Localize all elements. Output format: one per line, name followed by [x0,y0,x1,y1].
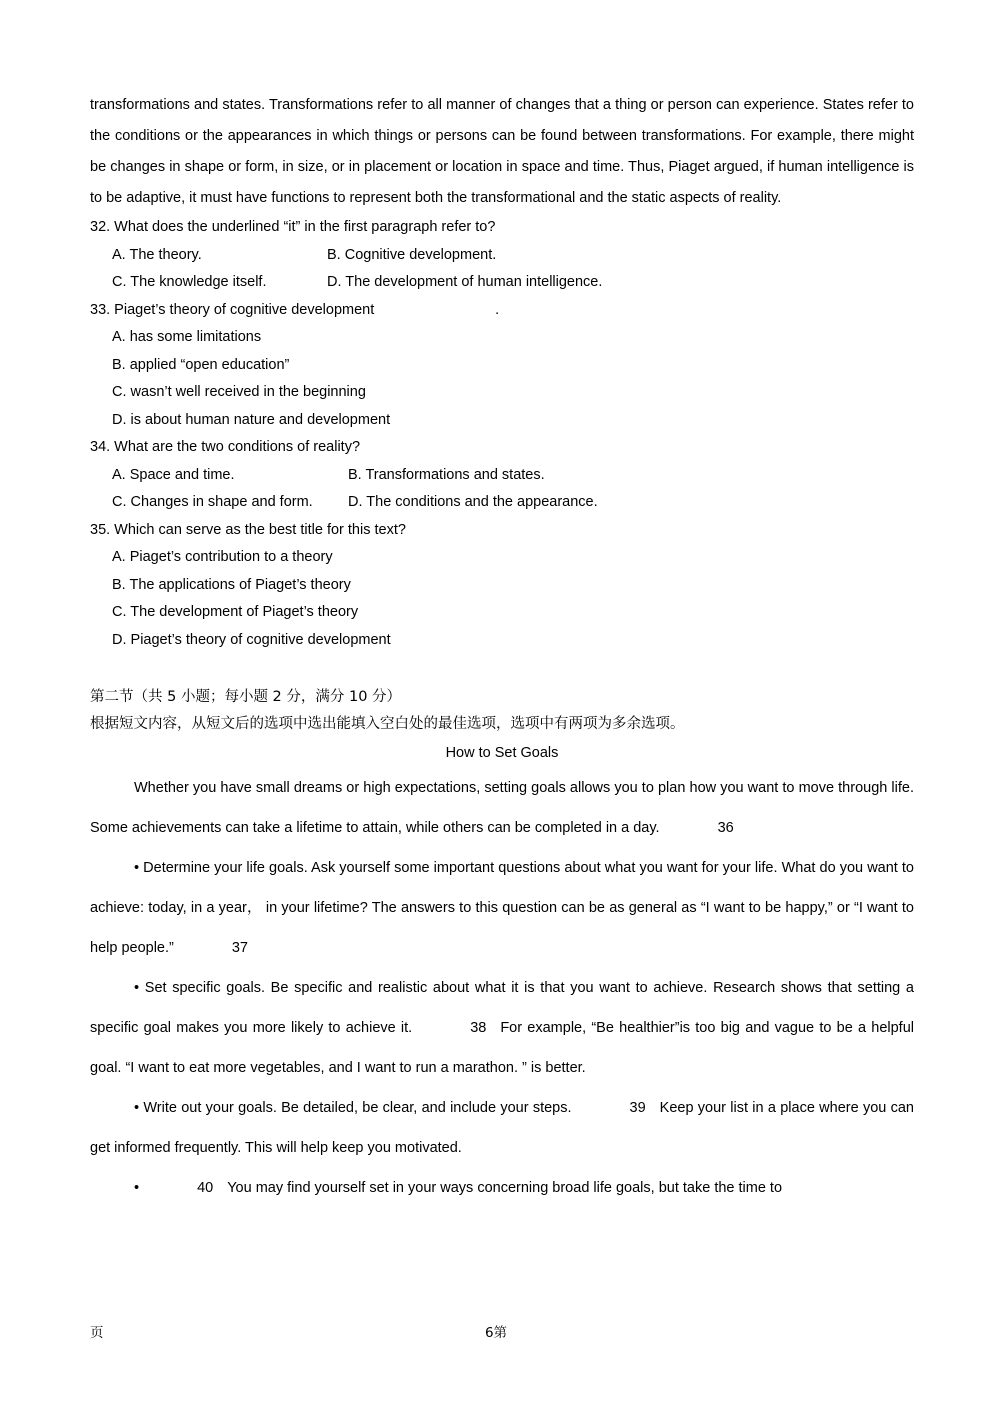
section-instruction: 根据短文内容，从短文后的选项中选出能填入空白处的最佳选项，选项中有两项为多余选项。 [90,716,685,732]
option-b: B. Cognitive development. [327,246,497,263]
passage-paragraph-5 [90,1168,914,1208]
question-33-option-a: A. has some limitations [112,329,262,345]
blank-number-36: 36 [717,820,734,836]
question-35-option-b: B. The applications of Piaget’s theory [112,576,351,593]
question-33-option-d: D. is about human nature and development [112,411,391,428]
passage-paragraph-1 [90,768,914,848]
option-a: A. The theory. [112,246,202,263]
paragraph-text-before: Whether you have small dreams or high expectations, setting goals allows you to plan how you want to move through life. Some achievements can take a lifetime to attain, while others can be completed in a day. [90,780,914,836]
question-32-stem: 32. What does the underlined “it” in the first paragraph refer to? [90,219,496,235]
paragraph-text-before: • Determine your life goals. Ask yourself some important questions about what you want for your life. What do you want to achieve: today, in a year， in your lifetime? The answers to this question can be as general as “I want to be happy,” or “I want to help people.” [90,860,914,956]
question-35-option-c: C. The development of Piaget’s theory [112,604,359,620]
question-33-option-b: B. applied “open education” [112,356,290,373]
section-spacer [90,654,914,684]
blank-number-39: 39 [629,1100,646,1116]
question-34-stem: 34. What are the two conditions of reality? [90,439,361,455]
page-footer [0,1321,992,1341]
page-number: 6第 [484,1325,508,1341]
passage-paragraph-3 [90,968,914,1088]
option-d: D. The development of human intelligence. [327,274,603,290]
question-34-options-row-2 [90,489,914,517]
question-34-options-row-1 [90,462,914,490]
question-32-options-row-2 [90,269,914,297]
question-32-options-row-1 [90,242,914,270]
question-35-option-d: D. Piaget’s theory of cognitive development [112,631,391,648]
question-33-stem: 33. Piaget’s theory of cognitive development . [90,301,500,318]
question-35-option-a: A. Piaget’s contribution to a theory [112,549,333,565]
blank-number-38: 38 [470,1020,487,1036]
paragraph-text-before: • Write out your goals. Be detailed, be clear, and include your steps. [134,1100,572,1116]
footer-left-text: 页 [90,1325,104,1341]
top-paragraph: transformations and states. Transformations refer to all manner of changes that a thing or person can experience. States refer to the conditions or the appearances in which things or persons can be found between transformations. For example, there might be changes in shape or form, in size, or in placement or location in space and time. Thus, Piaget argued, if human intelligence is to be adaptive, it must have functions to represent both the transformational and the static aspects of reality. [90,97,914,206]
option-c: C. Changes in shape and form. [112,494,313,510]
option-a: A. Space and time. [112,466,235,483]
blank-number-40: 40 [197,1180,214,1196]
question-35-stem: 35. Which can serve as the best title for this text? [90,521,406,538]
paragraph-text-before: • [134,1180,140,1196]
passage-paragraph-2 [90,848,914,968]
option-c: C. The knowledge itself. [112,274,267,290]
paragraph-text-after: For example, “Be healthier”is too big and vague to be a helpful goal. “I want to eat more vegetables, and I want to run a marathon. ” is better. [90,1020,914,1076]
paragraph-text-after: You may find yourself set in your ways concerning broad life goals, but take the time to [227,1180,783,1196]
passage-title: How to Set Goals [445,745,559,761]
section-heading: 第二节（共 5 小题；每小题 2 分，满分 10 分） [90,689,402,705]
question-33-option-c: C. wasn’t well received in the beginning [112,384,366,400]
paragraph-text-before: • Set specific goals. Be specific and realistic about what it is that you want to achieve. Research shows that setting a specific goal makes you more likely to achieve it. [90,980,914,1036]
blank-number-37: 37 [231,940,248,956]
option-d: D. The conditions and the appearance. [348,494,598,510]
option-b: B. Transformations and states. [348,466,545,483]
paragraph-text-after: Keep your list in a place where you can get informed frequently. This will help keep you motivated. [90,1100,914,1156]
passage-paragraph-4 [90,1088,914,1168]
